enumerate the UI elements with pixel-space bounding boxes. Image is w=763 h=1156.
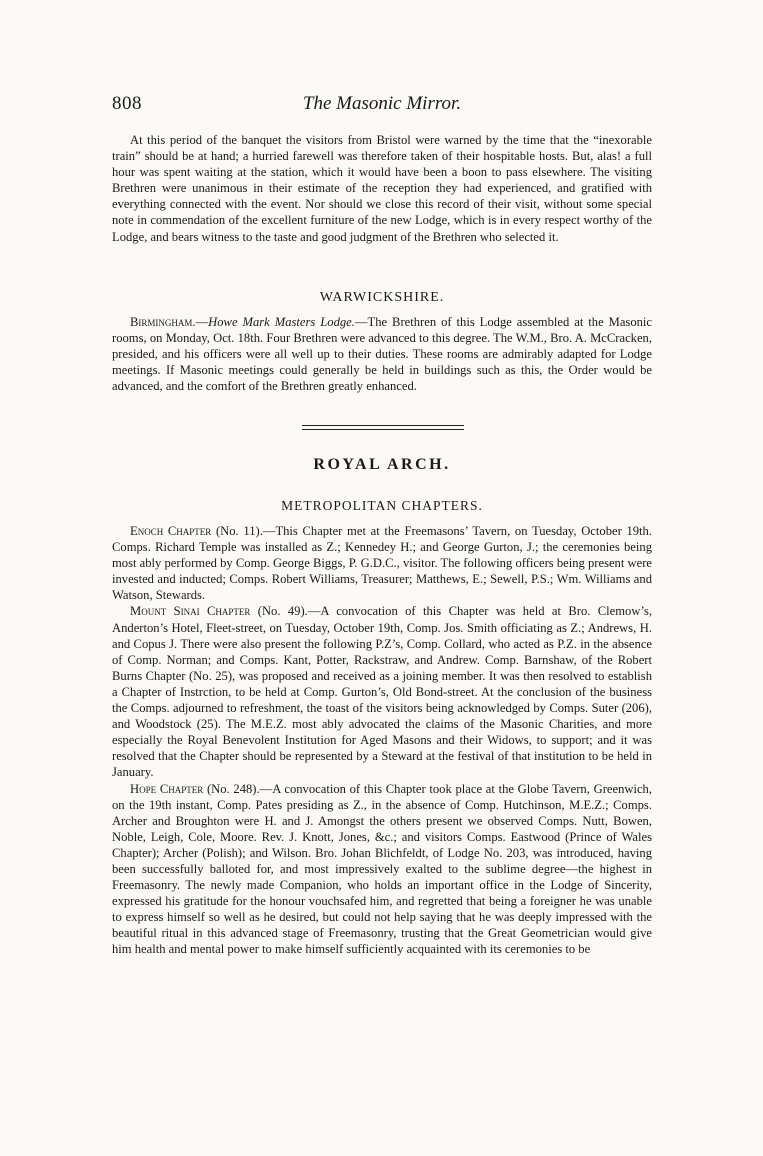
section-divider-top (302, 425, 464, 426)
enoch-chapter-name: Enoch Chapter (130, 524, 212, 538)
royal-arch-heading: ROYAL ARCH. (313, 456, 451, 473)
chapters-block (112, 523, 652, 958)
warwickshire-section (112, 284, 652, 395)
birmingham-lodge: Howe Mark Masters Lodge. (208, 315, 355, 330)
mount-sinai-chapter-text: (No. 49).—A convocation of this Chapter was held at Bro. Clemow’s, Anderton’s Hotel, Fleet-street, on Tuesday, October 19th, Comp. Jos. Smith officiating as Z.; Andrews, H. and Copus J. There were also present the following P.Z’s, Comp. Collard, who acted as P.Z. in the absence of Comp. Norman; and Comps. Kant, Potter, Rackstraw, and Andrew. Comp. Barnshaw, of the Robert Burns Chapter (No. 25), was proposed and received as a joining member. It was then resolved to establish a Chapter of Instrction, to be held at Comp. Gurton’s, Old Bond-street. At the conclusion of the business the Comps. adjourned to refreshment, the toast of the visitors being acknowledged by Comps. Suter (206), and Woodstock (25). The M.E.Z. most ably advocated the claims of the Masonic Charities, and more especially the Royal Benevolent Institution for Aged Masons and their Widows, to support; and it was resolved that the Chapter should be represented by a Steward at the festival of that institution to be held in January. (112, 604, 652, 780)
mount-sinai-chapter-name: Mount Sinai Chapter (130, 604, 251, 619)
mount-sinai-chapter-paragraph (112, 603, 652, 780)
metropolitan-chapters-heading: METROPOLITAN CHAPTERS. (281, 498, 483, 513)
enoch-chapter-text: (No. 11).—This Chapter met at the Freemasons’ Tavern, on Tuesday, October 19th. Comps. Richard Temple was installed as Z.; Kennedey H.; and George Gurton, J.; the ceremonies being most ably performed by Comp. George Biggs, P. G.D.C., visitor. The following officers being present were invested and inducted; Comps. Robert Williams, Treasurer; Matthews, E.; Sewell, P.S.; Wm. Williams and Watson, Stewards. (112, 524, 652, 603)
section-divider-bottom (302, 429, 464, 430)
hope-chapter-text: (No. 248).—A convocation of this Chapter took place at the Globe Tavern, Greenwich, on the 19th instant, Comp. Pates presiding as Z., in the absence of Comp. Hutchinson, M.E.Z.; Comps. Archer and Broughton were H. and J. Amongst the others present we observed Comps. Nutt, Bowen, Noble, Leigh, Cole, Moore. Rev. J. Knott, Jones, &c.; and visitors Comps. Eastwood (Prince of Wales Chapter); Archer (Polish); and Wilson. Bro. Johan Blichfeldt, of Lodge No. 203, was introduced, having been successfully balloted for, and most impressively exalted to the sublime degree—the highest in Freemasonry. The newly made Companion, who holds an important office in the Lodge of Sincerity, expressed his gratitude for the honour vouchsafed him, and regretted that being a foreigner he was unable to express himself so well as he desired, but could not help saying that he was deeply impressed with the beautiful ritual in this advanced stage of Freemasonry, trusting that the Great Geometrician would give him health and mental power to make himself sufficiently acquainted with its ceremonies to be (112, 781, 652, 957)
warwickshire-heading: WARWICKSHIRE. (319, 290, 445, 305)
birmingham-dash: — (195, 315, 209, 330)
enoch-chapter-paragraph (112, 523, 652, 603)
hope-chapter-paragraph (112, 781, 652, 958)
page-number: 808 (112, 93, 142, 114)
page-header (112, 93, 652, 119)
hope-chapter-name: Hope Chapter (130, 781, 204, 796)
running-title: The Masonic Mirror. (302, 93, 462, 114)
intro-block (112, 132, 652, 245)
birmingham-place: Birmingham. (130, 315, 196, 330)
birmingham-paragraph (112, 314, 652, 394)
intro-paragraph: At this period of the banquet the visitors from Bristol were warned by the time that the “inexorable train” should be at hand; a hurried farewell was therefore taken of their hospitable hosts. But, alas! a full hour was spent waiting at the station, which it would have been a boon to pass elsewhere. The visiting Brethren were unanimous in their estimate of the reception they had experienced, and gratified with everything connected with the event. Nor should we close this record of their visit, without some special note in commendation of the excellent furniture of the new Lodge, which is in every respect worthy of the Lodge, and bears witness to the taste and good judgment of the Brethren who selected it. (112, 133, 652, 244)
birmingham-text: —The Brethren of this Lodge assembled at the Masonic rooms, on Monday, Oct. 18th. Four Brethren were advanced to this degree. The W.M., Bro. A. McCracken, presided, and his officers were all well up to their duties. These rooms are admirably adapted for Lodge meetings. If Masonic meetings could generally be held in buildings such as this, the Order would be advanced, and the comfort of the Brethren greatly enhanced. (112, 315, 652, 394)
